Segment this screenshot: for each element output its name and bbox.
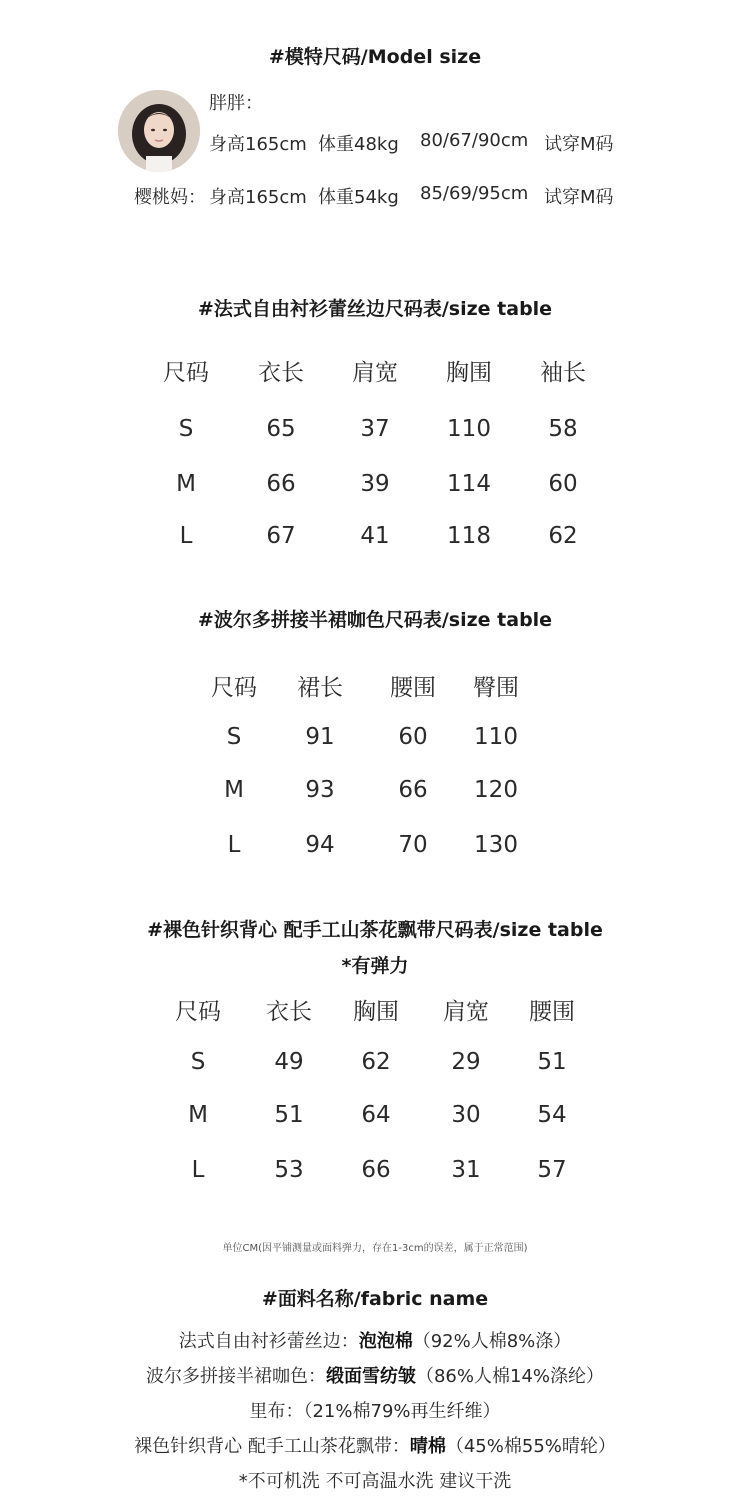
model-1-name: 胖胖： [209,93,263,114]
fabric-line-shirt [0,1327,750,1353]
table-header-cell: 尺码 [163,360,209,386]
model-2-measurements: 85/69/95cm [420,183,529,204]
table-cell: 29 [451,1049,481,1075]
table-cell: M [188,1102,208,1128]
shirt-size-table-title: #法式自由衬衫蕾丝边尺码表/size table [197,298,553,320]
table-cell: S [190,1049,206,1075]
table-cell: S [226,724,242,750]
fabric-line-composition: （92%人棉8%涤） [412,1331,572,1352]
table-cell: 30 [451,1102,481,1128]
table-header-cell: 腰围 [390,675,436,701]
fabric-line-composition: （86%人棉14%涤纶） [415,1366,604,1387]
fabric-line-prefix: 波尔多拼接半裙咖色： [145,1366,326,1387]
fabric-line-composition: （45%棉55%晴轮） [445,1436,616,1457]
table-header-cell: 尺码 [211,675,257,701]
table-cell: 49 [274,1049,304,1075]
care-instructions-text: *不可机洗 不可高温水洗 建议干洗 [238,1471,512,1492]
table-header-cell: 衣长 [266,999,312,1025]
fabric-line-skirt [0,1362,750,1388]
model-1-weight: 体重48kg [318,134,399,155]
table-cell: 65 [266,416,296,442]
table-cell: 110 [447,416,491,442]
table-header-cell: 裙长 [297,675,343,701]
fabric-line-material: 泡泡棉 [358,1331,413,1352]
table-header-cell: 胸围 [446,360,492,386]
table-cell: 51 [274,1102,304,1128]
table-cell: 93 [305,777,335,803]
fabric-line-material: 缎面雪纺皱 [325,1366,416,1387]
model-2-name: 樱桃妈： [134,187,206,208]
table-header-cell: 肩宽 [443,999,489,1025]
table-cell: 57 [537,1157,567,1183]
model-1-height: 身高165cm [209,134,307,155]
table-cell: 54 [537,1102,567,1128]
fabric-line-vest [0,1432,750,1458]
model-avatar [118,90,200,172]
vest-size-table-title: #裸色针织背心 配手工山茶花飘带尺码表/size table [147,919,603,941]
table-cell: M [224,777,244,803]
table-cell: 62 [548,523,578,549]
model-2-weight: 体重54kg [318,187,399,208]
table-header-cell: 衣长 [258,360,304,386]
table-cell: 60 [548,471,578,497]
fabric-line-lining [0,1397,750,1423]
table-cell: 58 [548,416,578,442]
table-cell: 130 [474,832,518,858]
fabric-name-title: #面料名称/fabric name [261,1288,489,1310]
table-cell: 31 [451,1157,481,1183]
unit-note: 单位CM(因平铺测量或面料弹力，存在1-3cm的误差，属于正常范围) [222,1243,528,1254]
avatar-portrait-icon [118,90,200,172]
vest-elastic-note: *有弹力 [341,955,409,977]
table-cell: 41 [360,523,390,549]
table-header-cell: 肩宽 [352,360,398,386]
table-cell: 60 [398,724,428,750]
table-cell: L [179,523,193,549]
table-cell: L [191,1157,205,1183]
table-cell: 120 [474,777,518,803]
table-cell: 51 [537,1049,567,1075]
table-cell: 94 [305,832,335,858]
table-cell: 37 [360,416,390,442]
table-cell: 66 [266,471,296,497]
table-cell: L [227,832,241,858]
skirt-size-table-title: #波尔多拼接半裙咖色尺码表/size table [197,609,553,631]
table-cell: 118 [447,523,491,549]
table-cell: 67 [266,523,296,549]
care-instructions [0,1467,750,1493]
table-header-cell: 腰围 [529,999,575,1025]
fabric-line-material: 晴棉 [409,1436,446,1457]
model-2-trial-size: 试穿M码 [544,187,614,208]
table-header-cell: 胸围 [353,999,399,1025]
table-cell: 62 [361,1049,391,1075]
model-2-height: 身高165cm [209,187,307,208]
fabric-line-prefix: 裸色针织背心 配手工山茶花飘带： [134,1436,410,1457]
table-cell: 110 [474,724,518,750]
table-cell: M [176,471,196,497]
table-cell: 53 [274,1157,304,1183]
table-cell: 70 [398,832,428,858]
fabric-line-prefix: 法式自由衬衫蕾丝边： [178,1331,359,1352]
table-cell: 64 [361,1102,391,1128]
fabric-line-prefix: 里布：（21%棉79%再生纤维） [249,1401,501,1422]
table-header-cell: 尺码 [175,999,221,1025]
model-size-title: #模特尺码/Model size [268,46,482,68]
table-cell: 91 [305,724,335,750]
table-cell: 39 [360,471,390,497]
model-1-trial-size: 试穿M码 [544,134,614,155]
table-header-cell: 臀围 [473,675,519,701]
table-cell: S [178,416,194,442]
table-cell: 66 [361,1157,391,1183]
table-header-cell: 袖长 [540,360,586,386]
table-cell: 66 [398,777,428,803]
table-cell: 114 [447,471,491,497]
model-1-measurements: 80/67/90cm [420,130,529,151]
